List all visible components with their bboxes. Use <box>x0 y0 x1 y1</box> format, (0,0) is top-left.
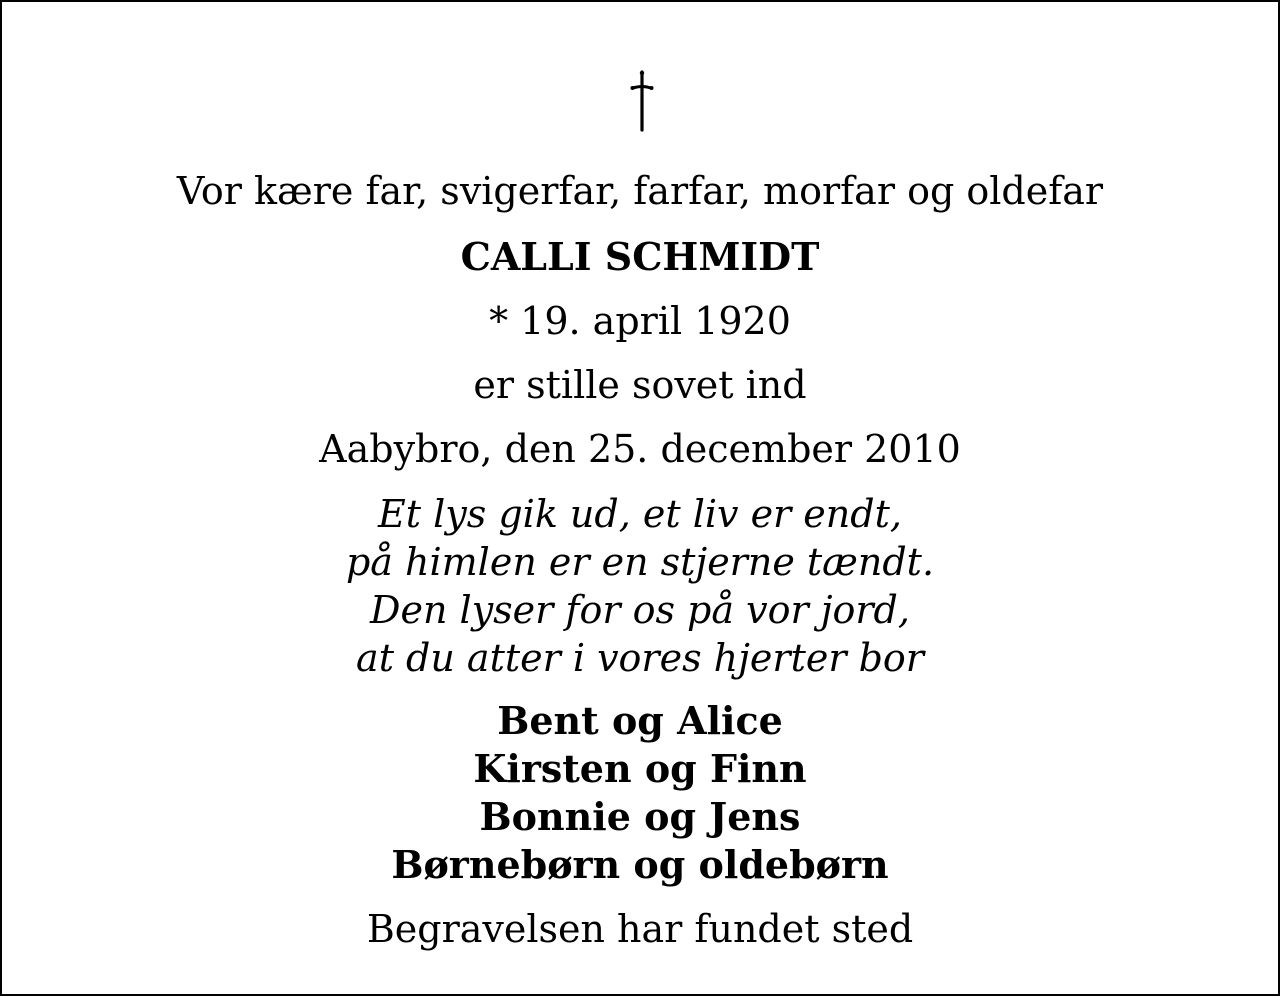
signer-line: Bonnie og Jens <box>479 794 801 839</box>
verse-line: Den lyser for os på vor jord, <box>370 588 910 632</box>
passed-line: er stille sovet ind <box>473 363 807 407</box>
verse-line: Et lys gik ud, et liv er endt, <box>378 492 902 536</box>
verse-line: at du atter i vores hjerter bor <box>356 636 924 680</box>
signer-line: Kirsten og Finn <box>473 746 807 791</box>
birth-date: * 19. april 1920 <box>489 299 791 343</box>
signer-line: Bent og Alice <box>497 698 783 743</box>
funeral-line: Begravelsen har fundet sted <box>366 907 914 951</box>
verse-line: på himlen er en stjerne tændt. <box>345 540 935 584</box>
intro-line: Vor kære far, svigerfar, farfar, morfar og oldefar <box>176 169 1104 213</box>
deceased-name: CALLI SCHMIDT <box>460 234 820 279</box>
signer-line: Børnebørn og oldebørn <box>391 842 889 887</box>
dagger-cross-icon <box>628 70 656 132</box>
place-date-line: Aabybro, den 25. december 2010 <box>319 427 961 471</box>
